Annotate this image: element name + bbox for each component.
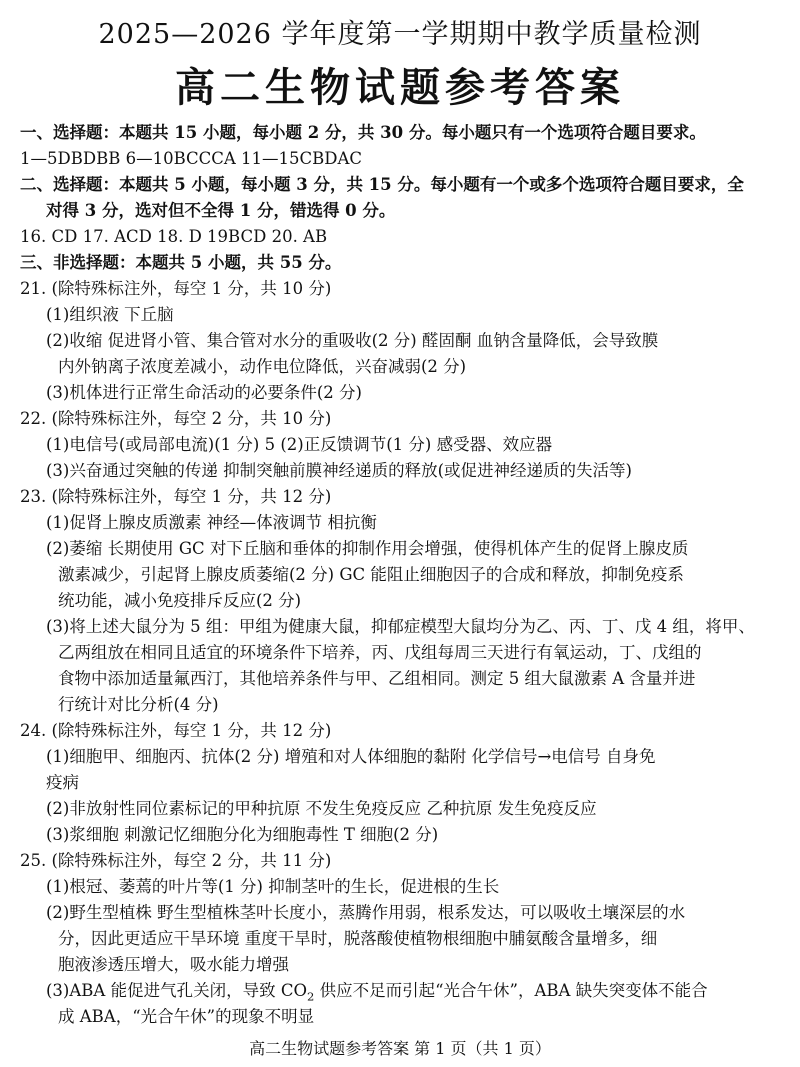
- q23-answer-1: (1)促肾上腺皮质激素 神经—体液调节 相抗衡: [46, 513, 377, 532]
- co2-subscript: 2: [306, 989, 315, 1004]
- q22-header: 22. (除特殊标注外，每空 2 分，共 10 分): [20, 409, 332, 428]
- q25-answer-2-line2: 分，因此更适应干旱环境 重度干旱时，脱落酸使植物根细胞中脯氨酸含量增多，细: [58, 929, 658, 948]
- q23-answer-3-line3: 食物中添加适量氟西汀，其他培养条件与甲、乙组相同。测定 5 组大鼠激素 A 含量并进: [58, 669, 696, 688]
- q23-answer-3-line2: 乙两组放在相同且适宜的环境条件下培养，丙、戊组每周三天进行有氧运动，丁、戊组的: [58, 643, 702, 662]
- exam-title: 2025—2026 学年度第一学期期中教学质量检测: [98, 19, 702, 50]
- section2-heading-line2: 对得 3 分，选对但不全得 1 分，错选得 0 分。: [46, 201, 396, 220]
- q25-answer-3-text-a: (3)ABA 能促进气孔关闭，导致 CO: [46, 981, 307, 1000]
- q21-answer-3: (3)机体进行正常生命活动的必要条件(2 分): [46, 383, 362, 402]
- q24-answer-1-line1: (1)细胞甲、细胞丙、抗体(2 分) 增殖和对人体细胞的黏附 化学信号→电信号 自身免: [46, 747, 656, 766]
- q23-answer-3-line1: (3)将上述大鼠分为 5 组：甲组为健康大鼠，抑郁症模型大鼠均分为乙、丙、丁、戊 4 组，将甲、: [46, 617, 755, 636]
- q23-answer-2-line1: (2)萎缩 长期使用 GC 对下丘脑和垂体的抑制作用会增强，使得机体产生的促肾上腺皮质: [46, 539, 689, 558]
- section1-answers: 1—5DBDBB 6—10BCCCA 11—15CBDAC: [20, 149, 363, 168]
- q25-answer-2-line1: (2)野生型植株 野生型植株茎叶长度小，蒸腾作用弱，根系发达，可以吸收土壤深层的水: [46, 903, 686, 922]
- q25-answer-3-line2: 成 ABA，“光合午休”的现象不明显: [58, 1007, 315, 1026]
- q24-answer-3: (3)浆细胞 刺激记忆细胞分化为细胞毒性 T 细胞(2 分): [46, 825, 439, 844]
- q23-answer-3-line4: 行统计对比分析(4 分): [58, 695, 219, 714]
- q23-answer-2-line3: 统功能，减小免疫排斥反应(2 分): [58, 591, 302, 610]
- q22-answer-3: (3)兴奋通过突触的传递 抑制突触前膜神经递质的释放(或促进神经递质的失活等): [46, 461, 632, 480]
- q24-header: 24. (除特殊标注外，每空 1 分，共 12 分): [20, 721, 332, 740]
- q24-answer-2: (2)非放射性同位素标记的甲种抗原 不发生免疫反应 乙种抗原 发生免疫反应: [46, 799, 597, 818]
- q22-answer-1-2: (1)电信号(或局部电流)(1 分) 5 (2)正反馈调节(1 分) 感受器、效应器: [46, 435, 553, 454]
- q23-answer-2-line2: 激素减少，引起肾上腺皮质萎缩(2 分) GC 能阻止细胞因子的合成和释放，抑制免疫系: [58, 565, 684, 584]
- section1-heading: 一、选择题：本题共 15 小题，每小题 2 分，共 30 分。每小题只有一个选项符合题目要求。: [20, 123, 706, 142]
- section2-answers: 16. CD 17. ACD 18. D 19BCD 20. AB: [20, 227, 328, 246]
- section2-heading-line1: 二、选择题：本题共 5 小题，每小题 3 分，共 15 分。每小题有一个或多个选项符合题目要求，全: [20, 175, 744, 194]
- q23-header: 23. (除特殊标注外，每空 1 分，共 12 分): [20, 487, 332, 506]
- q21-answer-2-line1: (2)收缩 促进肾小管、集合管对水分的重吸收(2 分) 醛固酮 血钠含量降低，会导致膜: [46, 331, 659, 350]
- q25-answer-3-text-b: 供应不足而引起“光合午休”，ABA 缺失突变体不能合: [314, 981, 708, 1000]
- q21-answer-1: (1)组织液 下丘脑: [46, 305, 174, 324]
- q21-header: 21. (除特殊标注外，每空 1 分，共 10 分): [20, 279, 332, 298]
- q24-answer-1-line2: 疫病: [46, 773, 79, 792]
- q25-answer-1: (1)根冠、萎蔫的叶片等(1 分) 抑制茎叶的生长，促进根的生长: [46, 877, 500, 896]
- q25-header: 25. (除特殊标注外，每空 2 分，共 11 分): [20, 851, 332, 870]
- document-title: 高二生物试题参考答案: [175, 64, 625, 111]
- q21-answer-2-line2: 内外钠离子浓度差减小，动作电位降低，兴奋减弱(2 分): [58, 357, 467, 376]
- section3-heading: 三、非选择题：本题共 5 小题，共 55 分。: [20, 253, 342, 272]
- q25-answer-2-line3: 胞液渗透压增大，吸水能力增强: [58, 955, 289, 974]
- page-footer: 高二生物试题参考答案 第 1 页（共 1 页）: [249, 1039, 551, 1058]
